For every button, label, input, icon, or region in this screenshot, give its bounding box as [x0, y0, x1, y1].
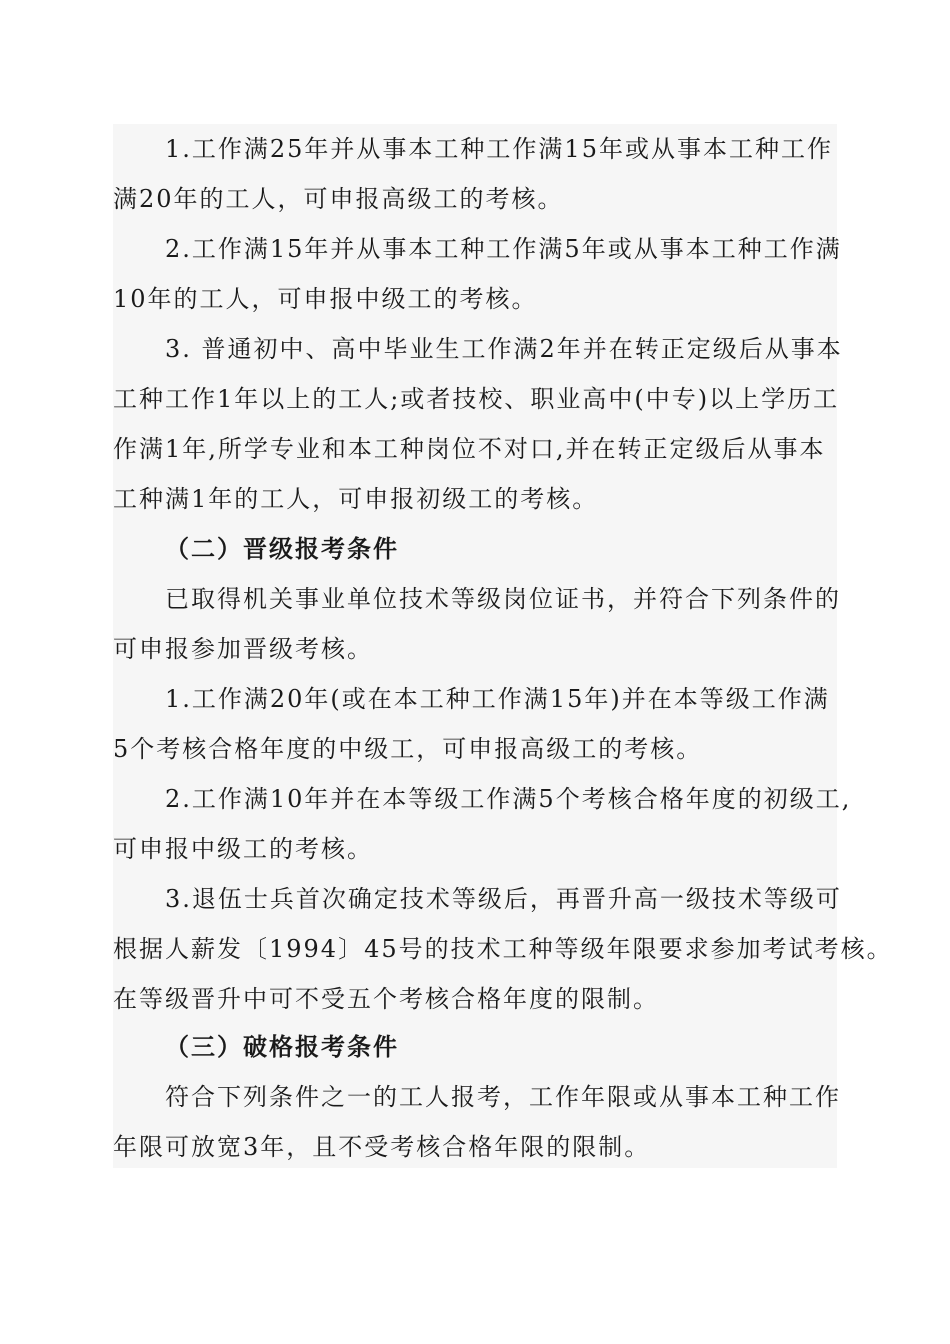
item-2-1-line-1: 1.工作满20年(或在本工种工作满15年)并在本等级工作满 [165, 685, 830, 713]
item-2-2-line-2: 可申报中级工的考核。 [113, 835, 373, 863]
section-three-intro-line-2: 年限可放宽3年，且不受考核合格年限的限制。 [113, 1133, 651, 1161]
section-three-intro-line-1: 符合下列条件之一的工人报考，工作年限或从事本工种工作 [165, 1083, 841, 1111]
section-two-heading: （二）晋级报考条件 [165, 535, 399, 563]
item-1-3-line-2: 工种工作1年以上的工人;或者技校、职业高中(中专)以上学历工 [113, 385, 840, 413]
item-2-3-line-3: 在等级晋升中可不受五个考核合格年度的限制。 [113, 985, 659, 1013]
item-1-1-line-1: 1.工作满25年并从事本工种工作满15年或从事本工种工作 [165, 135, 833, 163]
document-body [113, 124, 893, 1168]
section-two-intro-line-2: 可申报参加晋级考核。 [113, 635, 373, 663]
item-1-1-line-2: 满20年的工人，可申报高级工的考核。 [113, 185, 564, 213]
section-three-heading: （三）破格报考条件 [165, 1033, 399, 1061]
section-two-intro [113, 574, 841, 674]
item-1-3-line-3: 作满1年,所学专业和本工种岗位不对口,并在转正定级后从事本 [113, 435, 826, 463]
item-1-2 [113, 224, 842, 324]
item-2-2-line-1: 2.工作满10年并在本等级工作满5个考核合格年度的初级工, [165, 785, 852, 813]
item-2-3-line-1: 3.退伍士兵首次确定技术等级后，再晋升高一级技术等级可 [165, 885, 842, 913]
item-1-3 [113, 324, 843, 524]
item-1-3-line-4: 工种满1年的工人，可申报初级工的考核。 [113, 485, 599, 513]
item-2-3-line-2: 根据人薪发〔1994〕45号的技术工种等级年限要求参加考试考核。 [113, 935, 893, 963]
item-2-1-line-2: 5个考核合格年度的中级工，可申报高级工的考核。 [113, 735, 703, 763]
item-1-2-line-2: 10年的工人，可申报中级工的考核。 [113, 285, 538, 313]
item-1-1 [113, 124, 833, 224]
item-1-3-line-1: 3. 普通初中、高中毕业生工作满2年并在转正定级后从事本 [165, 335, 843, 363]
section-three-intro [113, 1072, 841, 1172]
item-1-2-line-1: 2.工作满15年并从事本工种工作满5年或从事本工种工作满 [165, 235, 842, 263]
item-2-3 [113, 874, 893, 1024]
section-two-intro-line-1: 已取得机关事业单位技术等级岗位证书，并符合下列条件的 [165, 585, 841, 613]
item-2-2 [113, 774, 851, 874]
item-2-1 [113, 674, 830, 774]
